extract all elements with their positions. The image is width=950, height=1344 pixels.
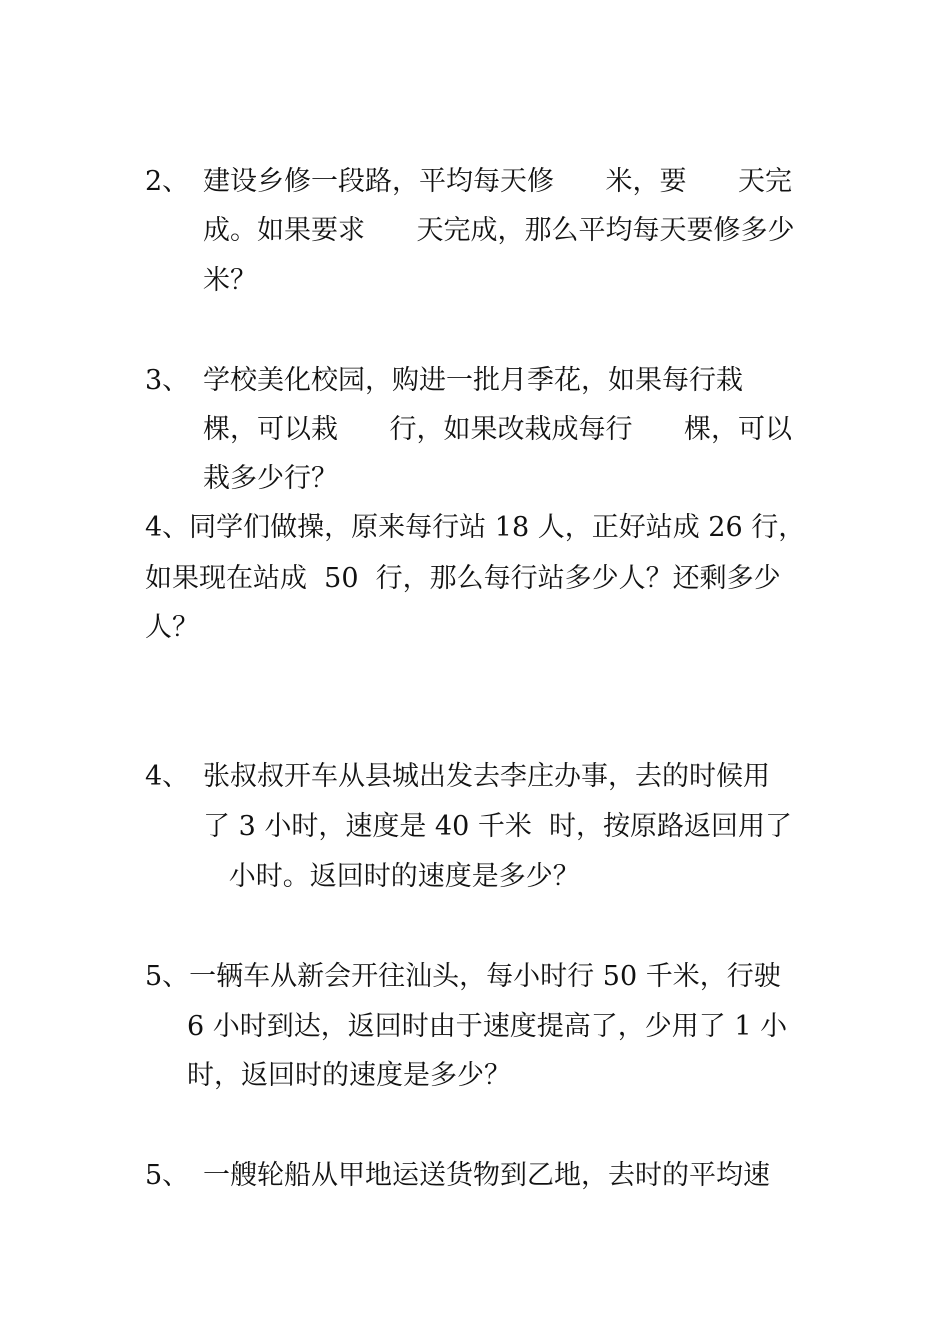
problem-number: 5、 (145, 1160, 190, 1191)
problem-number: 2、 (145, 166, 190, 197)
problem-number: 4、 (145, 761, 190, 792)
problem-text-line: 时，返回时的速度是多少？ (187, 1060, 511, 1091)
problem-text-line: 米？ (203, 265, 257, 296)
problem-text-line: 5、一辆车从新会开往汕头，每小时行 50 千米，行驶 (145, 961, 781, 992)
problem-text-line: 张叔叔开车从县城出发去李庄办事，去的时候用 (203, 761, 770, 792)
problem-text-line: 小时。返回时的速度是多少？ (203, 861, 580, 892)
problem-text-line: 棵，可以栽 行，如果改栽成每行 棵，可以 (203, 414, 792, 445)
problem-text-line: 人？ (145, 612, 199, 643)
problem-text-line: 建设乡修一段路，平均每天修 米，要 天完 (203, 166, 792, 197)
problem-text-line: 栽多少行？ (203, 463, 338, 494)
problem-text-line: 成。如果要求 天完成，那么平均每天要修多少 (203, 215, 795, 246)
problem-text-line: 如果现在站成 50 行，那么每行站多少人？还剩多少 (145, 563, 781, 594)
problem-text-line: 6 小时到达，返回时由于速度提高了，少用了 1 小 (187, 1011, 788, 1042)
problem-number: 3、 (145, 365, 190, 396)
problem-text-line: 4、同学们做操，原来每行站 18 人，正好站成 26 行， (145, 512, 806, 543)
problem-text-line: 一艘轮船从甲地运送货物到乙地，去时的平均速 (203, 1160, 770, 1191)
problem-text-line: 学校美化校园，购进一批月季花，如果每行栽 (203, 365, 743, 396)
problem-text-line: 了 3 小时，速度是 40 千米 时，按原路返回用了 (203, 811, 793, 842)
